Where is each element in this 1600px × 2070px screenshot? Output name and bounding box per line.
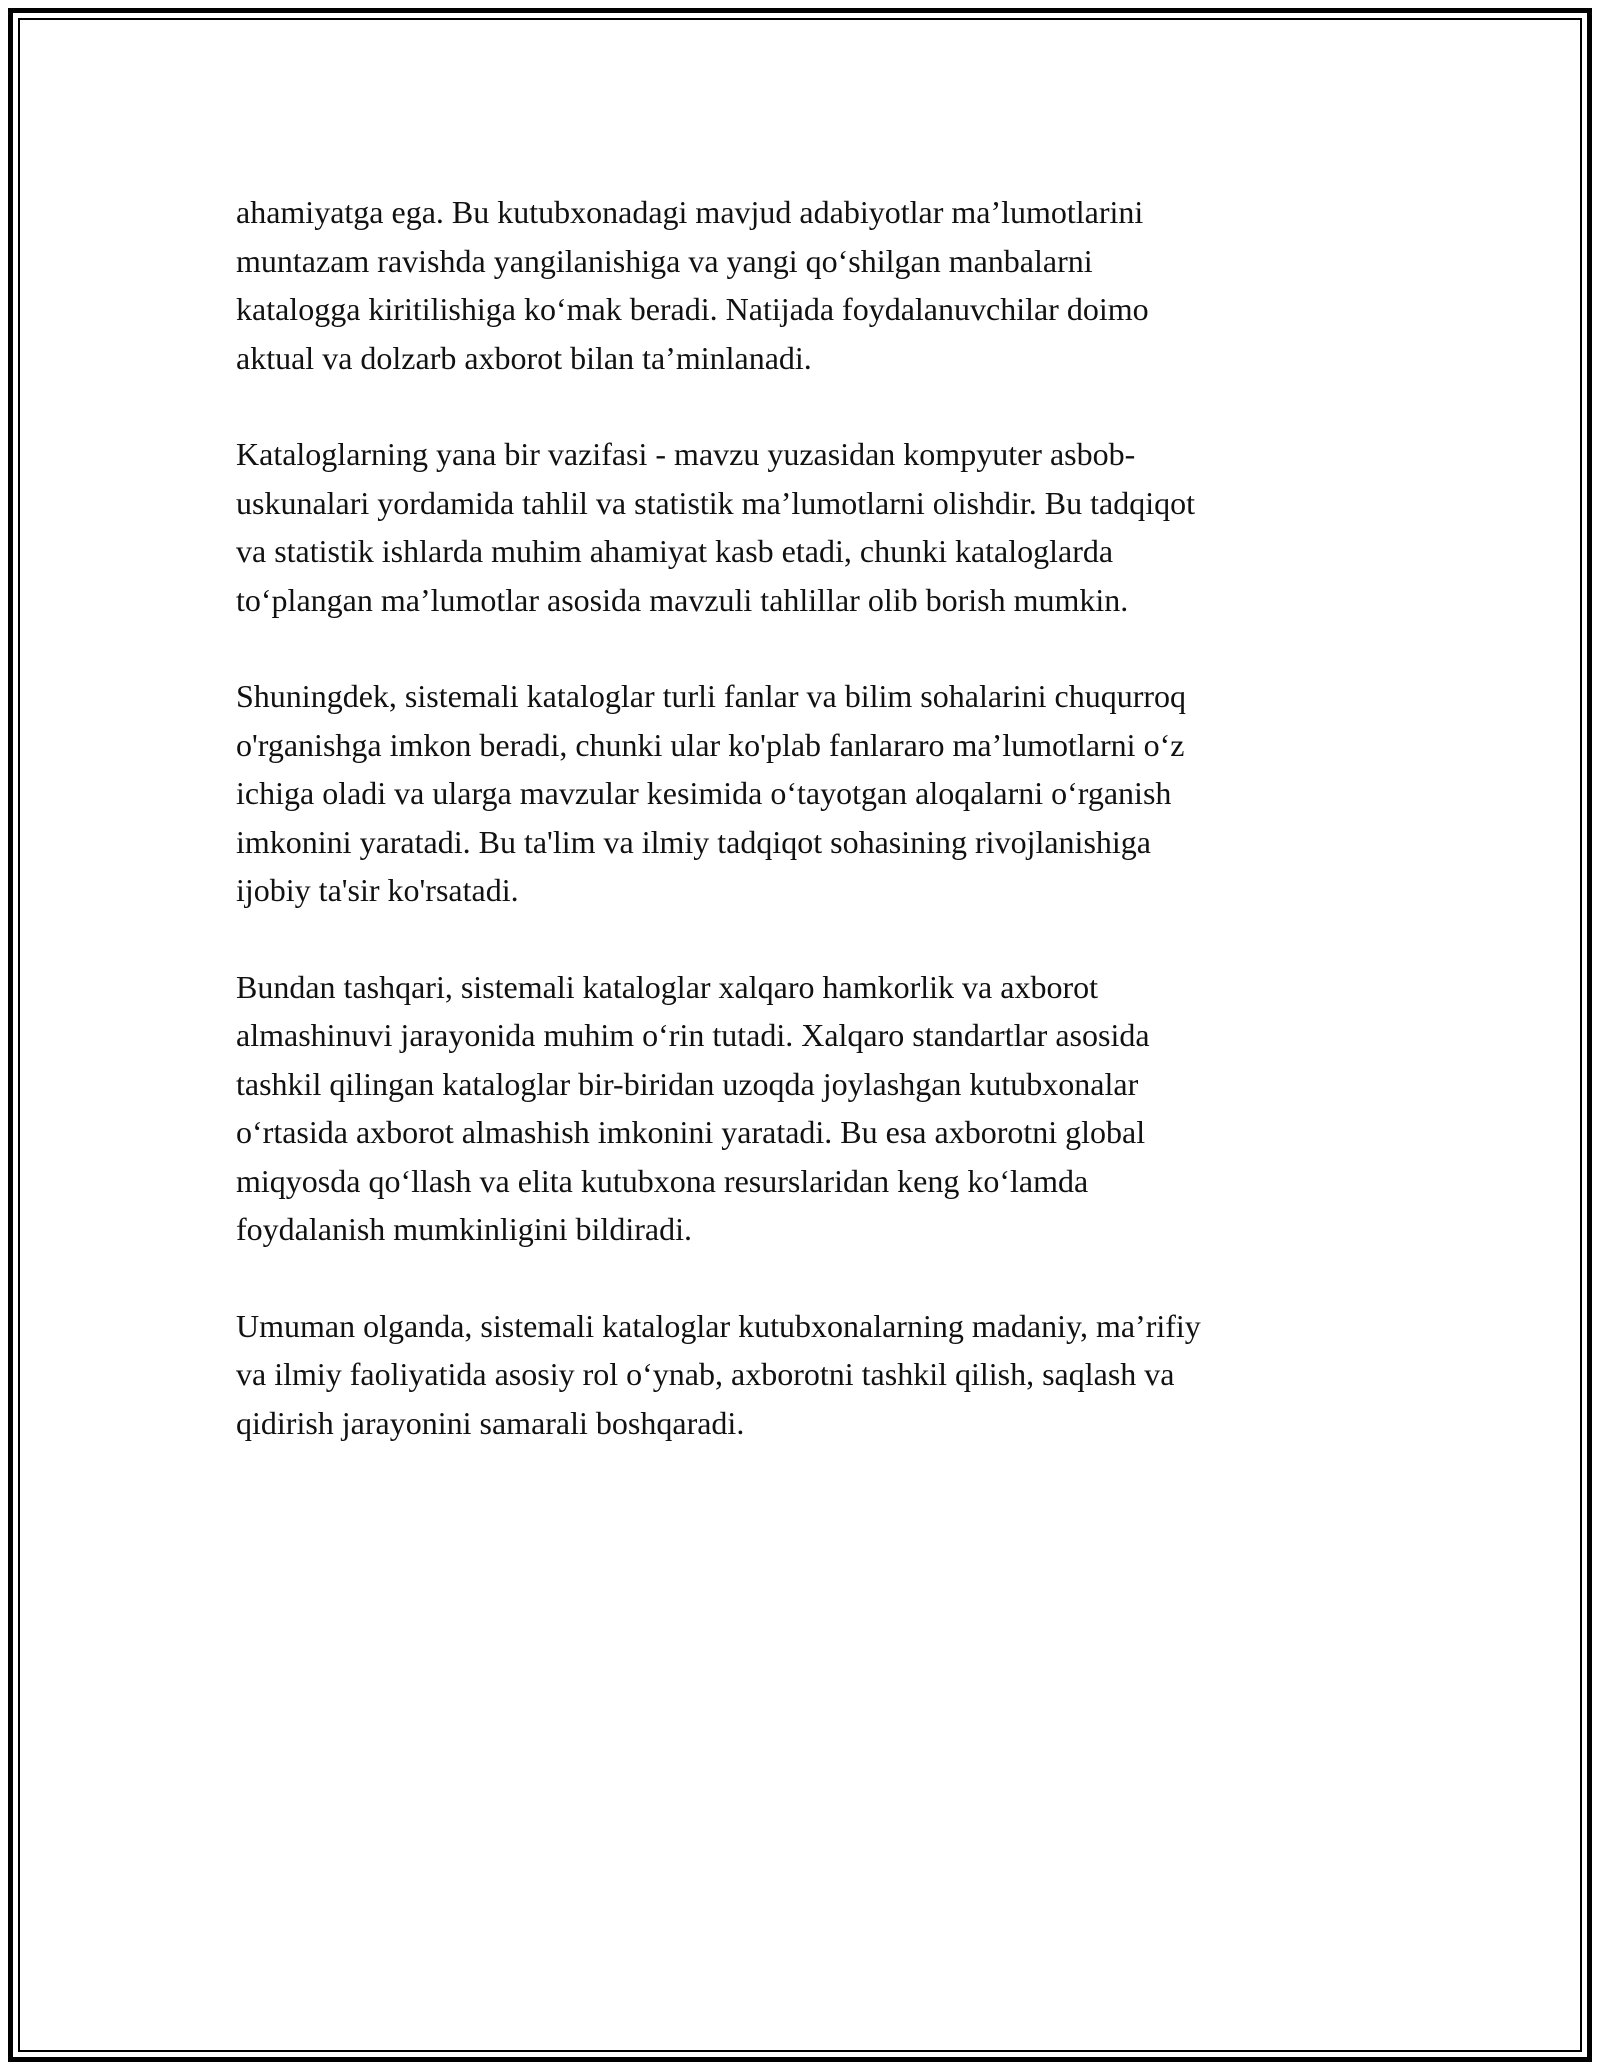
paragraph-3: Shuningdek, sistemali kataloglar turli fanlar va bilim sohalarini chuqurroq o'rganishga imkon beradi, chunki ular ko'plab fanlararo ma’lumotlarni o‘z ichiga oladi va ularga mavzular kesimida o‘tayotgan aloqalarni o‘rganish imkonini yaratadi. Bu ta'lim va ilmiy tadqiqot sohasining rivojlanishiga ijobiy ta'sir ko'rsatadi. [236,678,1186,908]
paragraph-1: ahamiyatga ega. Bu kutubxonadagi mavjud adabiyotlar ma’lumotlarini muntazam ravishda yangilanishiga va yangi qo‘shilgan manbalarni katalogga kiritilishiga ko‘mak beradi. Natijada foydalanuvchilar doimo aktual va dolzarb axborot bilan ta’minlanadi. [236,194,1149,376]
paragraph-4: Bundan tashqari, sistemali kataloglar xalqaro hamkorlik va axborot almashinuvi jarayonida muhim o‘rin tutadi. Xalqaro standartlar asosida tashkil qilingan kataloglar bir-biridan uzoqda joylashgan kutubxonalar o‘rtasida axborot almashish imkonini yaratadi. Bu esa axborotni global miqyosda qo‘llash va elita kutubxona resurslaridan keng ko‘lamda foydalanish mumkinligini bildiradi. [236,968,1150,1247]
paragraph-5: Umuman olganda, sistemali kataloglar kutubxonalarning madaniy, ma’rifiy va ilmiy faoliyatida asosiy rol o‘ynab, axborotni tashkil qilish, saqlash va qidirish jarayonini samarali boshqaradi. [236,1307,1201,1441]
paragraph-2: Kataloglarning yana bir vazifasi - mavzu yuzasidan kompyuter asbob- uskunalari yordamida tahlil va statistik ma’lumotlarni olishdir. Bu tadqiqot va statistik ishlarda muhim ahamiyat kasb etadi, chunki kataloglarda to‘plangan ma’lumotlar asosida mavzuli tahlillar olib borish mumkin. [236,436,1195,618]
document-body [236,188,1366,1495]
